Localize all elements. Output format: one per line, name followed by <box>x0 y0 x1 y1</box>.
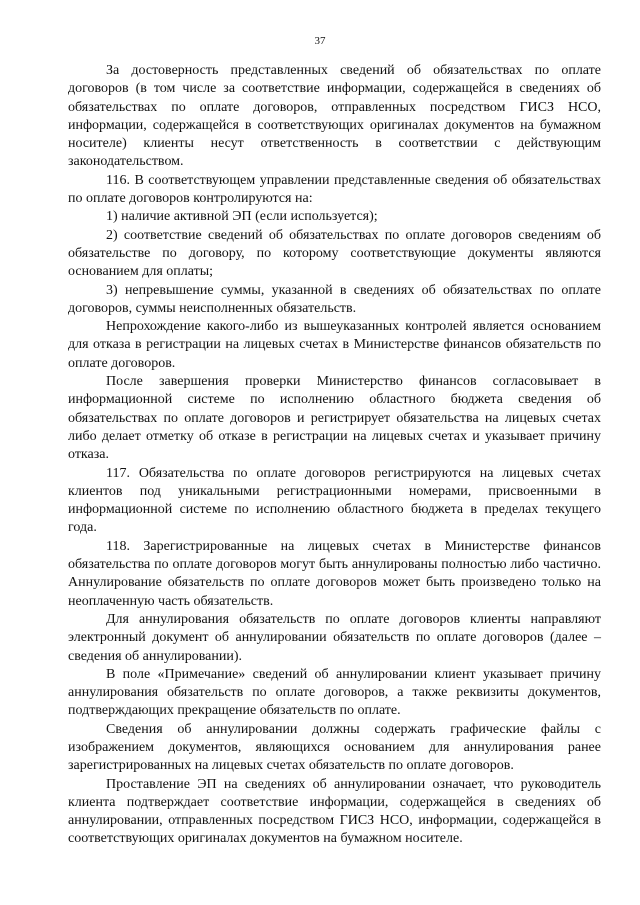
paragraph-117: 117. Обязательства по оплате договоров регистрируются на лицевых счетах клиентов под уникальными регистрационными номерами, присвоенными в информационной системе по исполнению областного бюджета в пределах текущего года. <box>68 465 601 536</box>
document-body <box>68 62 601 849</box>
paragraph-control-item-1: 1) наличие активной ЭП (если используется); <box>106 209 378 225</box>
paragraph-verification: После завершения проверки Министерство финансов согласовывает в информационной системе по исполнению областного бюджета сведения об обязательствах по оплате договоров и регистрирует обязательства на лицевых счетах либо делает отметку об отказе в регистрации на лицевых счетах и указывает причину отказа. <box>68 374 601 463</box>
paragraph-note-field: В поле «Примечание» сведений об аннулировании клиент указывает причину аннулирования обязательств по оплате договоров, а также реквизиты документов, подтверждающих прекращение обязательств по оплате. <box>68 666 601 719</box>
paragraph-control-failure: Непрохождение какого-либо из вышеуказанных контролей является основанием для отказа в регистрации на лицевых счетах в Министерстве финансов обязательств по оплате договоров. <box>68 319 601 371</box>
paragraph-control-item-3: 3) непревышение суммы, указанной в сведениях об обязательствах по оплате договоров, суммы неисполненных обязательств. <box>68 282 601 316</box>
paragraph-116: 116. В соответствующем управлении представленные сведения об обязательствах по оплате договоров контролируются на: <box>68 172 601 207</box>
paragraph-responsibility: За достоверность представленных сведений об обязательствах по оплате договоров (в том числе за соответствие информации, содержащейся в сведениях об обязательствах по оплате договоров, отправленных посредством ГИСЗ НСО, информации, содержащейся в соответствующих оригиналах документов на бумажном носителе) клиенты несут ответственность в соответствии с действующим законодательством. <box>68 63 601 170</box>
paragraph-signature: Проставление ЭП на сведениях об аннулировании означает, что руководитель клиента подтверждает соответствие информации, содержащейся в сведениях об аннулировании, отправленных посредством ГИСЗ НСО, информации, содержащейся в соответствующих оригиналах документов на бумажном носителе. <box>68 776 601 847</box>
paragraph-annulment-document: Для аннулирования обязательств по оплате договоров клиенты направляют электронный документ об аннулировании обязательств по оплате договоров (далее – сведения об аннулировании). <box>68 611 601 664</box>
page-number: 37 <box>314 35 326 47</box>
paragraph-graphic-files: Сведения об аннулировании должны содержать графические файлы с изображением документов, являющихся основанием для аннулирования ранее зарегистрированных на лицевых счетах обязательств по оплате договоров. <box>68 721 601 774</box>
paragraph-118: 118. Зарегистрированные на лицевых счетах в Министерстве финансов обязательства по оплате договоров могут быть аннулированы полностью либо частично. Аннулирование обязательств по оплате договоров может быть произведено только на неоплаченную часть обязательств. <box>68 538 601 609</box>
paragraph-control-item-2: 2) соответствие сведений об обязательствах по оплате договоров сведениям об обязательстве по договору, по которому соответствующие документы являются основанием для оплаты; <box>68 227 601 280</box>
